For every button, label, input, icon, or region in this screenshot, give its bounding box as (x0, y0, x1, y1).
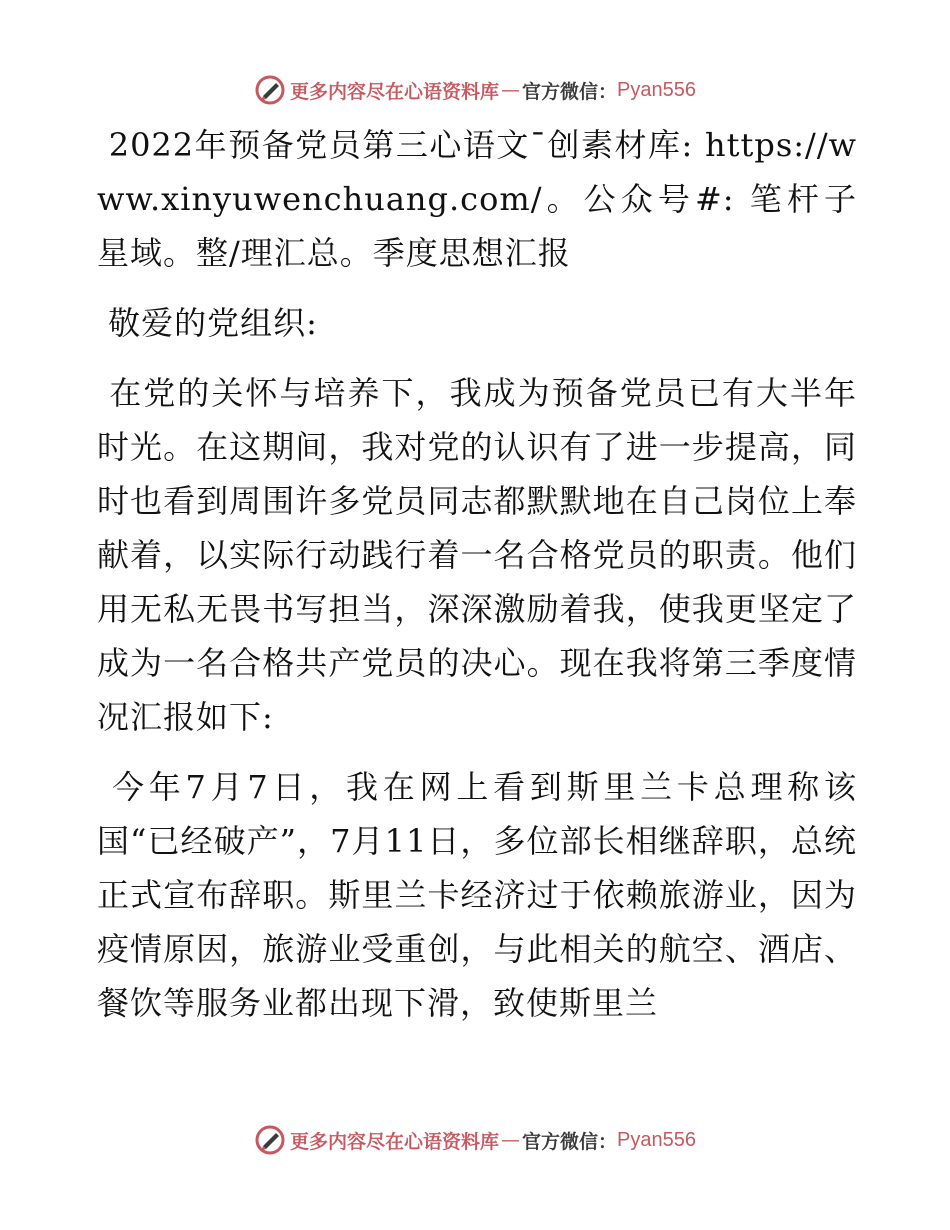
paragraph-title: 2022年预备党员第三心语文¯创素材库: https://www.xinyuwenchuang.com/。公众号#: 笔杆子星域。整/理汇总。季度思想汇报 (97, 126, 857, 272)
pen-logo-icon (254, 1124, 286, 1156)
watermark-wechat-id: Pyan556 (617, 78, 696, 101)
paragraph-body-1: 在党的关怀与培养下，我成为预备党员已有大半年时光。在这期间，我对党的认识有了进一步提高，同时也看到周围许多党员同志都默默地在自己岗位上奉献着，以实际行动践行着一名合格党员的职责。他们用无私无畏书写担当，深深激励着我，使我更坚定了成为一名合格共产党员的决心。现在我将第三季度情况汇报如下: (97, 374, 857, 736)
pen-logo-icon (254, 74, 286, 106)
watermark-official-label: 官方微信： (522, 1130, 618, 1153)
document-body (97, 118, 857, 1046)
watermark-wechat-id: Pyan556 (617, 1128, 696, 1151)
header-watermark (0, 68, 950, 112)
watermark-main-text: 更多内容尽在心语资料库 (290, 1130, 500, 1153)
watermark-main-text: 更多内容尽在心语资料库 (290, 80, 500, 103)
footer-watermark (0, 1118, 950, 1162)
watermark-separator: — (501, 79, 521, 101)
watermark-separator: — (501, 1129, 521, 1151)
paragraph-salutation: 敬爱的党组织: (97, 304, 318, 342)
watermark-official-label: 官方微信： (522, 80, 618, 103)
paragraph-body-2: 今年7月7日，我在网上看到斯里兰卡总理称该国“已经破产”，7月11日，多位部长相继辞职，总统正式宣布辞职。斯里兰卡经济过于依赖旅游业，因为疫情原因，旅游业受重创，与此相关的航空、酒店、餐饮等服务业都出现下滑，致使斯里兰 (97, 768, 858, 1022)
